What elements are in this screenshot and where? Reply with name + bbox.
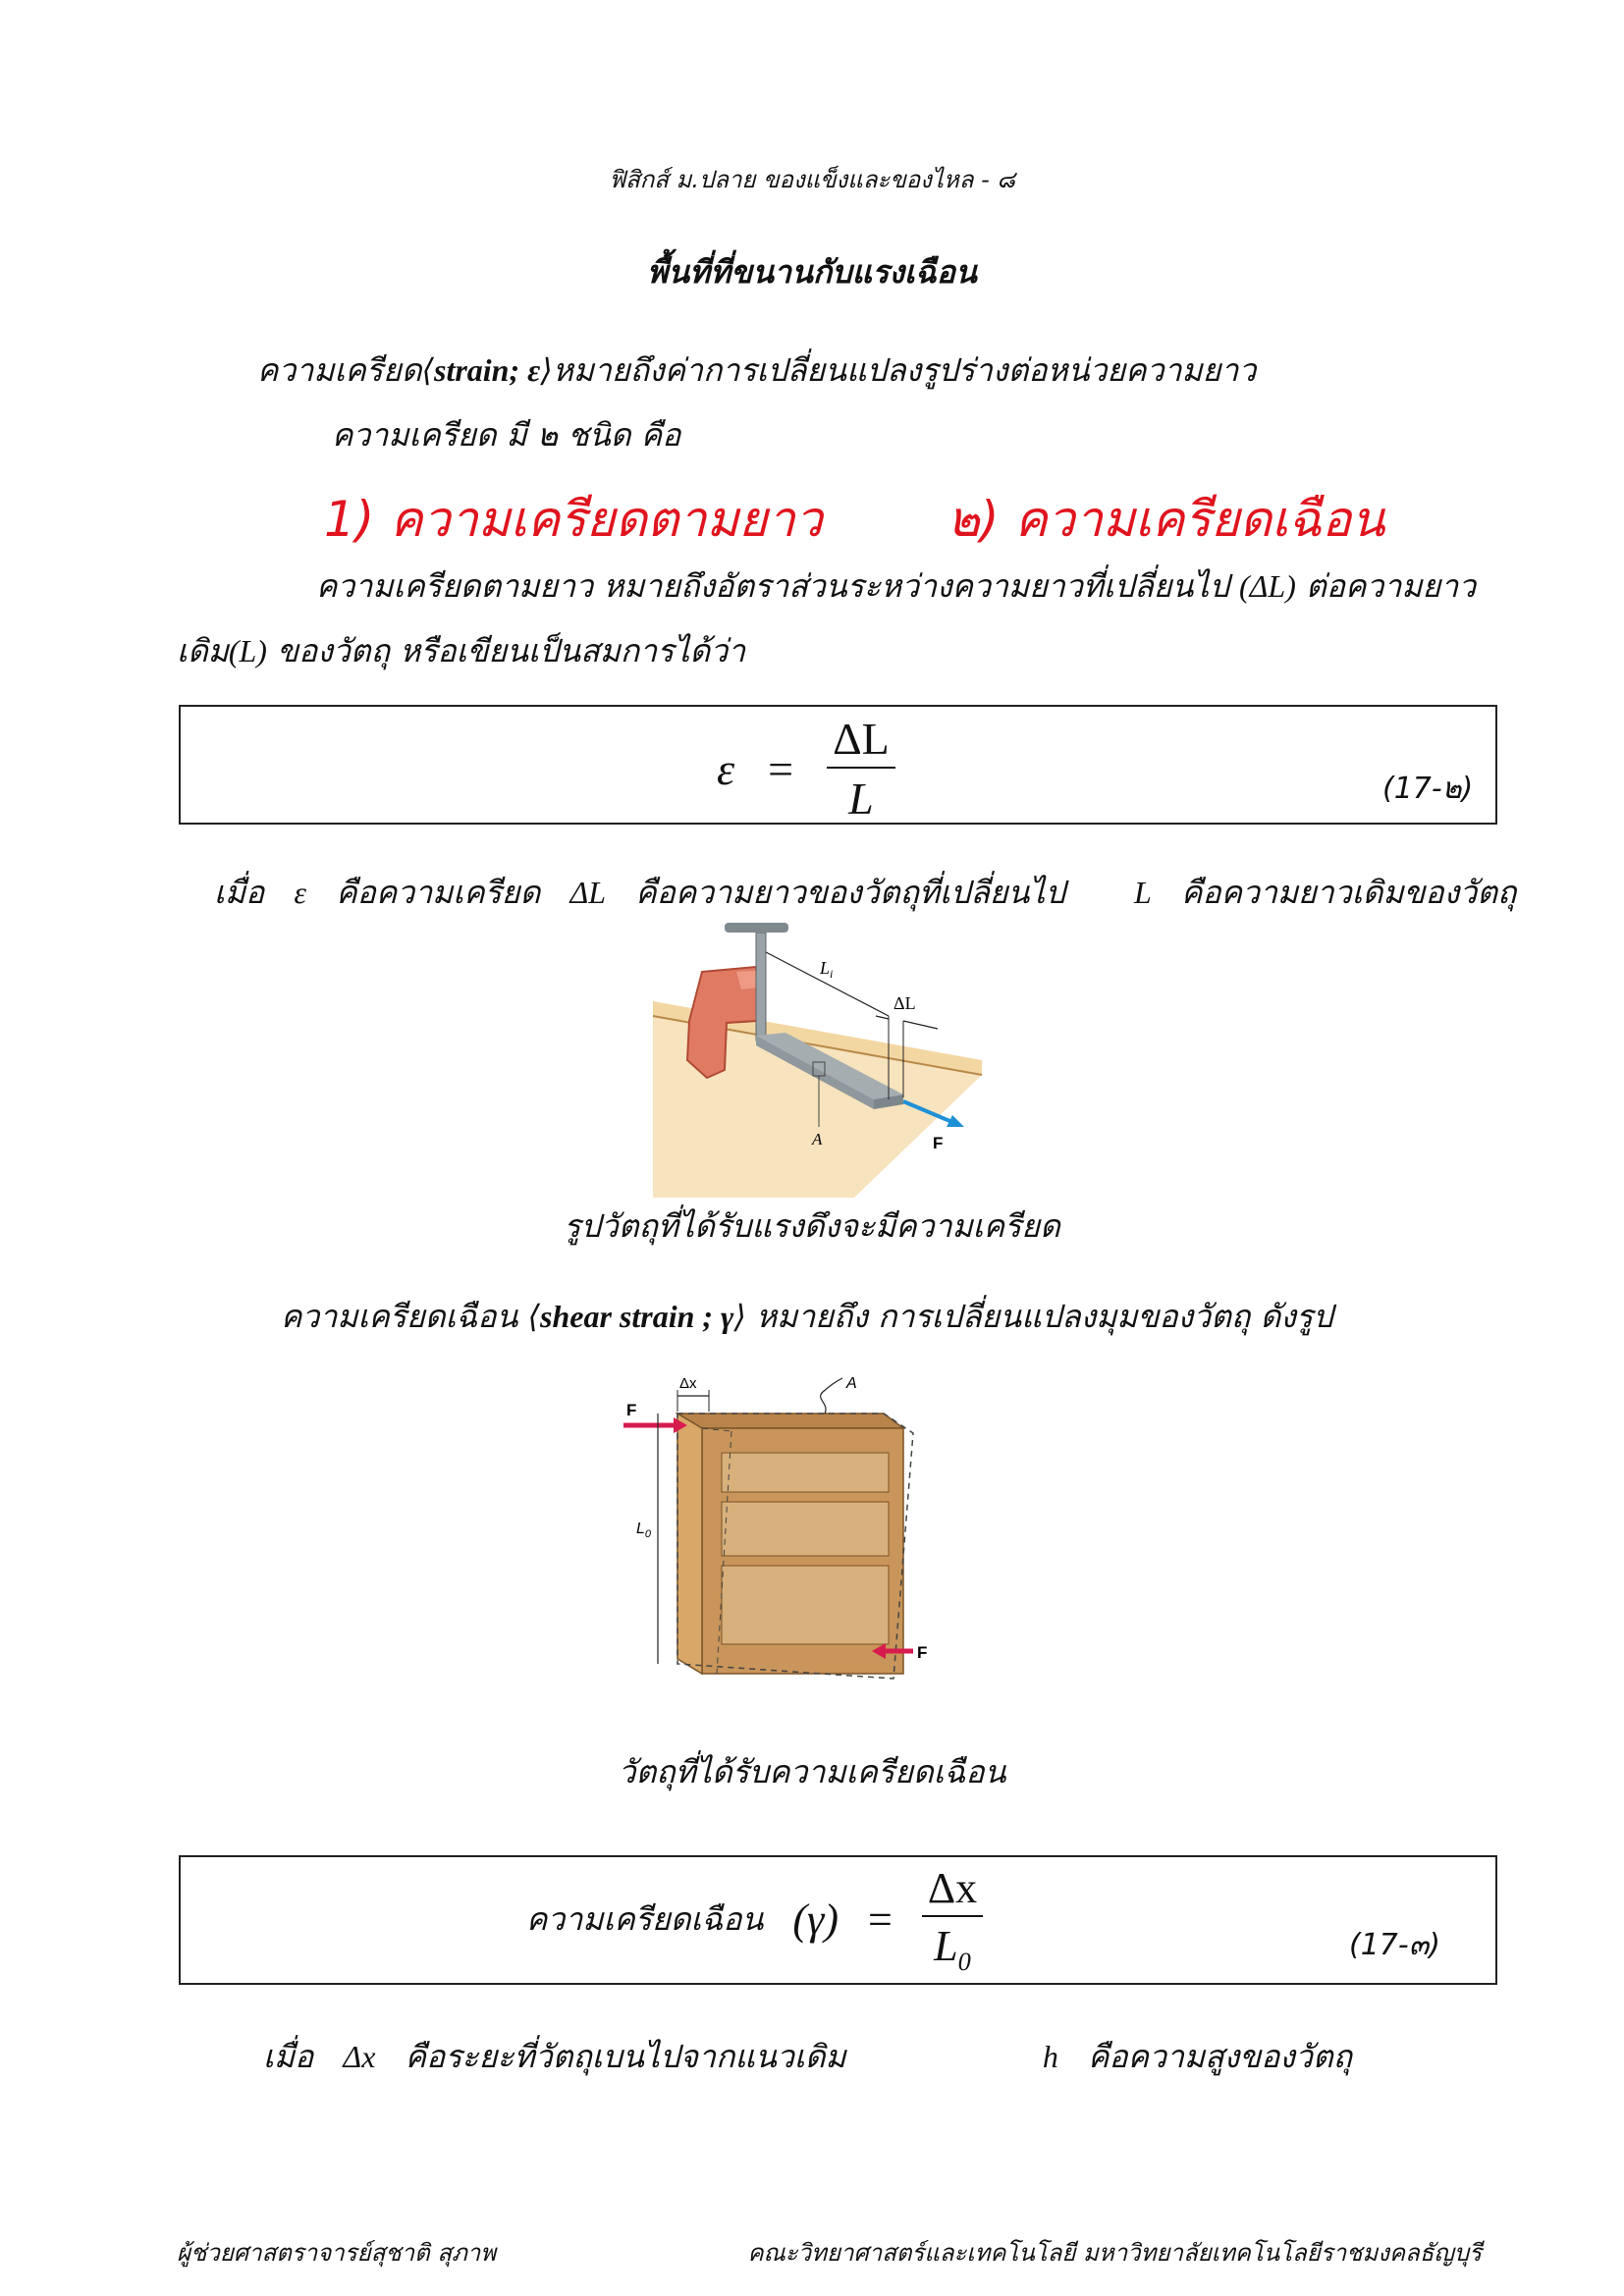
tension-figure <box>609 913 1041 1198</box>
sym-l: L <box>1134 875 1152 910</box>
label-l0: $L_0$ <box>636 1521 652 1540</box>
label-li: $L_i$ <box>820 958 834 981</box>
types-intro: ความเครียด มี ๒ ชนิด คือ <box>332 416 681 454</box>
equation-1 <box>717 713 895 825</box>
equation-2-legend <box>263 2032 1352 2082</box>
subtitle: พื้นที่ที่ขนานกับแรงเฉือน <box>647 253 977 291</box>
label-a: A <box>812 1130 823 1148</box>
eq2-equals: = <box>867 1896 893 1945</box>
eq2-denominator: $L_0$ <box>934 1922 971 1976</box>
shelf-top <box>677 1414 903 1428</box>
longitudinal-definition-line2 <box>177 626 745 676</box>
strain-definition: ความเครียด⟨strain; ε⟩หมายถึงค่าการเปลี่ยนแปลงรูปร่างต่อหน่วยความยาว <box>257 351 1257 389</box>
delta-l-symbol: (ΔL) <box>1238 568 1296 604</box>
type-shear: ๒) ความเครียดเฉือน <box>947 491 1385 548</box>
where-lead: เมื่อ <box>263 2038 314 2075</box>
sym-h: h <box>1042 2039 1058 2074</box>
label-delta-l: ΔL <box>893 993 916 1013</box>
desc-l: คือความยาวเดิมของวัตถุ <box>1180 874 1517 911</box>
dl-arrow-left <box>876 1016 889 1019</box>
where-lead: เมื่อ <box>214 874 265 911</box>
equation-2 <box>526 1863 983 1977</box>
shear-definition-rest: หมายถึง การเปลี่ยนแปลงมุมของวัตถุ ดังรูป <box>756 1298 1333 1335</box>
desc-h: คือความสูงของวัตถุ <box>1087 2038 1353 2075</box>
shelf-side <box>677 1414 702 1674</box>
strain-definition-rest: หมายถึงค่าการเปลี่ยนแปลงรูปร่างต่อหน่วยความยาว <box>552 351 1257 389</box>
label-dx: Δx <box>679 1375 697 1392</box>
shear-term: ความเครียดเฉือน <box>281 1298 518 1335</box>
label-f: F <box>933 1134 944 1152</box>
longitudinal-definition-line1 <box>316 561 1476 612</box>
eq1-denominator: L <box>848 774 874 824</box>
shelf-compartment-1 <box>722 1453 889 1492</box>
clamp-handle <box>725 923 788 933</box>
equation-intro: ของวัตถุ หรือเขียนเป็นสมการได้ว่า <box>277 632 746 669</box>
label-a: A <box>846 1375 857 1392</box>
a-pointer <box>821 1378 842 1414</box>
label-f-bottom: F <box>917 1643 928 1662</box>
footer-author: ผู้ช่วยศาสตราจารย์สุชาติ สุภาพ <box>177 2239 497 2267</box>
footer-institution: คณะวิทยาศาสตร์และเทคโนโลยี มหาวิทยาลัยเทคโนโลยีราชมงคลธัญบุรี <box>747 2239 1482 2267</box>
l-symbol: (L) <box>228 633 267 668</box>
type-longitudinal: 1) ความเครียดตามยาว <box>324 491 823 548</box>
shear-paren-term: shear strain ; γ <box>539 1299 734 1334</box>
eq2-fraction <box>922 1863 983 1977</box>
page-header: ฟิสิกส์ ม.ปลาย ของแข็งและของไหล - ๘ <box>609 166 1015 193</box>
sym-delta-l: ΔL <box>569 875 607 910</box>
desc-epsilon: คือความเครียด <box>336 874 541 911</box>
longitudinal-text-end: ต่อความยาว <box>1306 567 1477 605</box>
figure-1-caption: รูปวัตถุที่ได้รับแรงดึงจะมีความเครียด <box>564 1207 1060 1245</box>
shelf-compartment-2 <box>722 1502 889 1556</box>
strain-term: ความเครียด <box>257 351 422 389</box>
shear-figure <box>628 1374 1060 1688</box>
eq1-equals: = <box>768 743 794 794</box>
longitudinal-text: ความเครียดตามยาว หมายถึงอัตราส่วนระหว่างความยาวที่เปลี่ยนไป <box>316 567 1229 605</box>
equation-1-tag: (17-๒) <box>1382 772 1474 806</box>
shear-definition: ความเครียดเฉือน ⟨shear strain ; γ⟩ หมายถึง การเปลี่ยนแปลงมุมของวัตถุ ดังรูป <box>281 1298 1333 1335</box>
dl-arrow-right <box>903 1021 938 1029</box>
eq1-fraction <box>827 713 895 825</box>
label-f-top: F <box>626 1401 637 1419</box>
eq2-lhs-text: ความเครียดเฉือน <box>526 1900 764 1939</box>
desc-delta-l: คือความยาวของวัตถุที่เปลี่ยนไป <box>635 874 1065 911</box>
figure-2-caption: วัตถุที่ได้รับความเครียดเฉือน <box>618 1753 1006 1790</box>
equation-1-legend <box>214 868 1516 918</box>
original-text: เดิม <box>177 632 229 669</box>
eq1-lhs: ε <box>717 743 735 794</box>
shelf-compartment-3 <box>722 1566 889 1644</box>
strain-paren-term: strain; ε <box>433 352 541 388</box>
clamp-screw <box>756 933 766 1041</box>
sym-delta-x: Δx <box>343 2039 376 2074</box>
eq2-lhs-symbol: (γ) <box>792 1896 839 1945</box>
eq1-numerator: ΔL <box>833 714 890 764</box>
eq2-numerator: Δx <box>927 1864 978 1912</box>
equation-2-tag: (17-๓) <box>1349 1928 1440 1962</box>
desc-delta-x: คือระยะที่วัตถุเบนไปจากแนวเดิม <box>405 2038 846 2075</box>
sym-epsilon: ε <box>294 875 307 910</box>
